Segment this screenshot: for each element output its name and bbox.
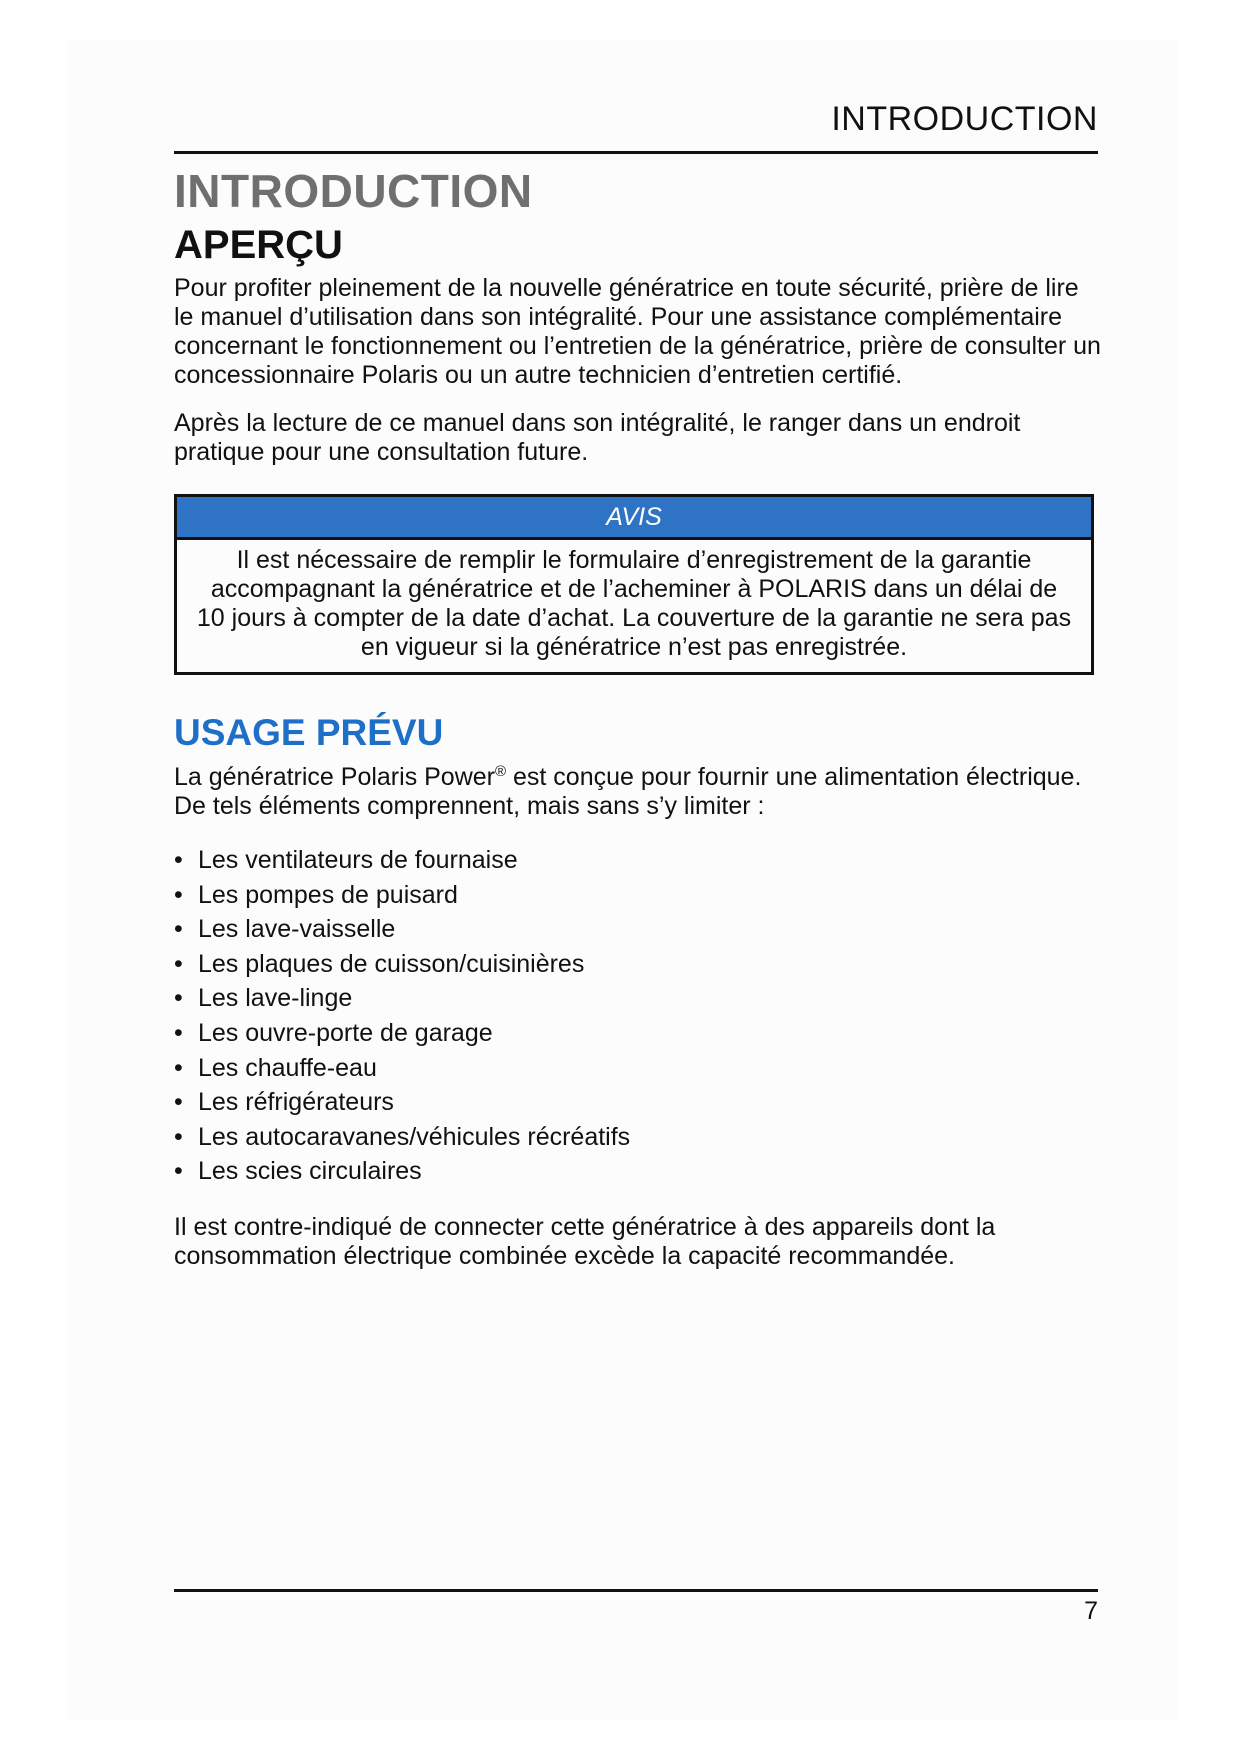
usage-title: USAGE PRÉVU: [174, 712, 444, 753]
notice-box: [174, 494, 1094, 675]
list-item: [174, 878, 1104, 913]
list-item: [174, 1154, 1104, 1189]
capacity-warning-paragraph: Il est contre-indiqué de connecter cette génératrice à des appareils dont la consommation électrique combinée excède la capacité recommandée.: [174, 1212, 996, 1270]
overview-paragraph: Pour profiter pleinement de la nouvelle génératrice en toute sécurité, prière de lire le manuel d’utilisation dans son intégralité. Pour une assistance complémentaire concernant le fonctionnement ou l’entretien de la génératrice, prière de consulter un concessionnaire Polaris ou un autre technicien d’entretien certifié.: [174, 274, 1101, 389]
list-item: [174, 981, 1104, 1016]
footer-rule: [174, 1589, 1098, 1592]
bullet-icon: •: [174, 949, 183, 978]
list-item-text: Les chauffe-eau: [198, 1053, 377, 1082]
usage-intro: [174, 757, 1104, 821]
section-title: INTRODUCTION: [174, 165, 533, 217]
storage-paragraph: Après la lecture de ce manuel dans son intégralité, le ranger dans un endroit pratique pour une consultation future.: [174, 409, 1021, 466]
list-item-text: Les plaques de cuisson/cuisinières: [198, 949, 585, 978]
notice-line: 10 jours à compter de la date d’achat. La couverture de la garantie ne sera pas: [196, 604, 1072, 632]
running-header: INTRODUCTION: [831, 100, 1098, 138]
list-item: [174, 843, 1104, 878]
notice-text: [177, 540, 1091, 672]
usage-intro-start: La génératrice Polaris Power: [174, 763, 495, 791]
list-item: [174, 1120, 1104, 1155]
list-item: [174, 1016, 1104, 1051]
bullet-icon: •: [174, 984, 183, 1013]
notice-label: AVIS: [177, 497, 1091, 540]
list-item-text: Les lave-vaisselle: [198, 915, 396, 944]
bullet-icon: •: [174, 1157, 183, 1186]
list-item-text: Les ventilateurs de fournaise: [198, 846, 518, 874]
list-item: [174, 1085, 1104, 1120]
bullet-icon: •: [174, 1122, 183, 1151]
list-item-text: Les réfrigérateurs: [198, 1088, 394, 1117]
page-content: [174, 162, 1104, 1271]
usage-intro-end: est conçue pour fournir une alimentation électrique. De tels éléments comprennent, mais sans s’y limiter :: [174, 763, 1082, 820]
list-item: [174, 947, 1104, 982]
bullet-icon: •: [174, 1088, 183, 1117]
list-item: [174, 1051, 1104, 1086]
list-item-text: Les scies circulaires: [198, 1157, 422, 1186]
bullet-icon: •: [174, 1053, 183, 1082]
notice-line: Il est nécessaire de remplir le formulaire d’enregistrement de la garantie: [236, 546, 1032, 574]
notice-line: en vigueur si la génératrice n’est pas enregistrée.: [360, 633, 908, 661]
subsection-title: APERÇU: [174, 223, 343, 267]
bullet-icon: •: [174, 846, 183, 874]
page-number: 7: [1084, 1597, 1098, 1625]
list-item-text: Les ouvre-porte de garage: [198, 1018, 493, 1047]
bullet-icon: •: [174, 880, 183, 909]
list-item: [174, 912, 1104, 947]
notice-line: accompagnant la génératrice et de l’acheminer à POLARIS dans un délai de: [210, 575, 1058, 603]
registered-mark: ®: [495, 763, 507, 780]
bullet-icon: •: [174, 915, 183, 944]
appliance-list: [174, 843, 1104, 1189]
bullet-icon: •: [174, 1018, 183, 1047]
header-rule: [174, 151, 1098, 154]
list-item-text: Les lave-linge: [198, 984, 353, 1013]
list-item-text: Les pompes de puisard: [198, 880, 458, 909]
list-item-text: Les autocaravanes/véhicules récréatifs: [198, 1122, 631, 1151]
